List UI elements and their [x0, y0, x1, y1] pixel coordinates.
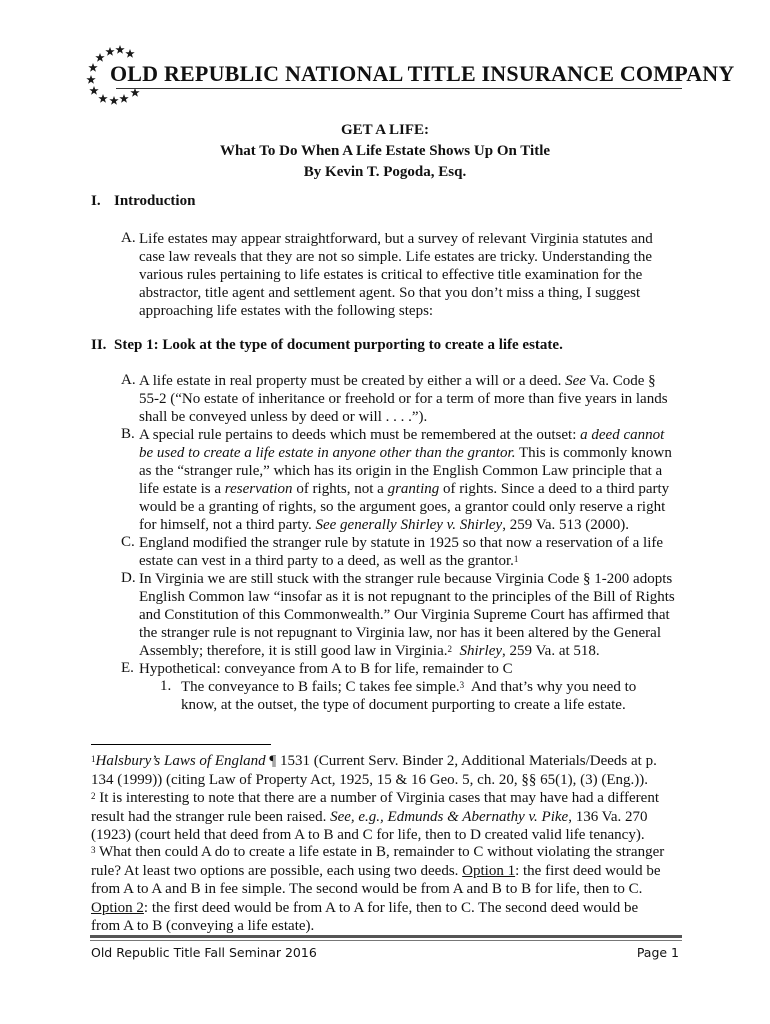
text-line: 134 (1999)) (citing Law of Property Act, 1925, 15 & 16 Geo. 5, ch. 20, §§ 65(1), (3) (Eng.)). — [91, 771, 648, 788]
text-line: various rules pertaining to life estates is critical to effective title examination for the — [139, 267, 643, 283]
text-run: ¶ 1531 (Current Serv. Binder 2, Additional Materials/Deeds at p. — [265, 753, 657, 769]
text-run: A special rule pertains to deeds which must be remembered at the outset: — [139, 427, 581, 443]
footnote-ref-3[interactable]: 3 — [459, 680, 465, 690]
footnote-number: 1 — [91, 754, 96, 764]
emphasis-run: be used to create a life estate in anyone other than the grantor. — [139, 445, 516, 461]
text-run: It is interesting to note that there are a number of Virginia cases that may have had a different — [95, 790, 659, 806]
text-run: A life estate in real property must be created by either a will or a deed. — [139, 373, 566, 389]
section-1-item-a-text — [139, 230, 653, 320]
section-2-item-a-text — [139, 372, 668, 426]
text-run: for himself, not a third party. — [139, 517, 316, 533]
text-line — [91, 752, 691, 771]
text-run: , 136 Va. 270 — [568, 808, 648, 825]
option-1-label: Option 1 — [462, 862, 516, 879]
text-line: the stranger rule is not repugnant to Virginia law, nor has it been altered by the General — [139, 625, 661, 641]
text-line — [139, 426, 672, 444]
text-run — [452, 643, 460, 659]
text-line — [181, 678, 636, 696]
footer-seminar-title: Old Republic Title Fall Seminar 2016 — [91, 945, 317, 960]
section-1-item-a-label: A. — [121, 230, 136, 246]
text-run: And that’s why you need to — [464, 679, 637, 695]
text-line: shall be conveyed unless by deed or will . . . .”). — [139, 409, 428, 425]
text-line: 55-2 (“No estate of inheritance or freehold or for a term of more than five years in lands — [139, 391, 668, 407]
title-author: By Kevin T. Pogoda, Esq. — [303, 164, 467, 180]
title-line-2: What To Do When A Life Estate Shows Up On Title — [219, 143, 551, 159]
section-2-item-c-text — [139, 534, 663, 570]
text-line: In Virginia we are still stuck with the stranger rule because Virginia Code § 1-200 adopts — [139, 571, 673, 587]
section-2-item-a-label: A. — [121, 372, 136, 388]
text-run: : the first deed would be from A to A for life, then to C. The second deed would be — [143, 899, 639, 916]
title-line-1: GET A LIFE: — [340, 122, 430, 138]
section-1-heading: Introduction — [114, 193, 196, 209]
text-line: from A to B (conveying a life estate). — [91, 918, 315, 934]
text-line: England modified the stranger rule by statute in 1925 so that now a reservation of a life — [139, 535, 664, 551]
text-run: , 259 Va. at 518. — [502, 643, 600, 659]
footnote-ref-1[interactable]: 1 — [513, 554, 519, 564]
text-run: rule? At least two options are possible, each using two deeds. — [91, 862, 463, 879]
text-run: result had the stranger rule been raised. — [91, 808, 331, 825]
section-2-item-e-sub-text — [181, 678, 636, 714]
page-number: Page 1 — [636, 945, 679, 960]
company-name: OLD REPUBLIC NATIONAL TITLE INSURANCE COMPANY — [110, 61, 735, 86]
text-line — [91, 843, 691, 862]
text-line: Hypothetical: conveyance from A to B for life, remainder to C — [139, 661, 513, 677]
header-divider — [116, 88, 682, 89]
case-citation: See generally Shirley v. Shirley — [315, 517, 503, 533]
text-run: life estate is a — [139, 481, 225, 497]
footer-divider-thin — [90, 940, 682, 941]
footnote-separator — [91, 744, 271, 745]
text-line — [139, 480, 672, 498]
footnote-ref-2[interactable]: 2 — [447, 644, 453, 654]
section-2-item-c-label: C. — [121, 534, 135, 550]
text-run: of rights. Since a deed to a third party — [439, 481, 670, 497]
text-line: Life estates may appear straightforward, but a survey of relevant Virginia statutes and — [139, 231, 653, 247]
text-line — [91, 862, 691, 881]
footnote-number: 3 — [91, 845, 96, 855]
section-2-item-e-sub-label: 1. — [160, 678, 172, 694]
section-2-item-e-label: E. — [121, 660, 134, 676]
section-2-item-b-label: B. — [121, 426, 135, 442]
emphasis-run: a deed cannot — [580, 427, 665, 443]
text-line: English Common law “insofar as it is not repugnant to the principles of the Bill of Rights — [139, 589, 675, 605]
case-citation: Shirley — [459, 643, 503, 659]
text-line: as the “stranger rule,” which has its origin in the English Common Law principle that a — [139, 463, 663, 479]
text-line: (1923) (court held that deed from A to B and C for life, then to D created valid life tenancy). — [91, 827, 645, 843]
text-run: Assembly; therefore, it is still good law in Virginia. — [139, 643, 448, 659]
section-2-item-d-label: D. — [121, 570, 136, 586]
text-line: from A to A and B in fee simple. The second would be from A and B to B for life, then to C. — [91, 881, 643, 897]
text-line: abstractor, title agent and settlement agent. So that you don’t miss a thing, I suggest — [139, 285, 641, 301]
text-line: case law reveals that they are not so simple. Life estates are tricky. Understanding the — [139, 249, 653, 265]
section-2-heading: Step 1: Look at the type of document purporting to create a life estate. — [114, 337, 563, 353]
text-run: of rights, not a — [292, 481, 388, 497]
text-line: and Constitution of this Commonwealth.” Our Virginia Supreme Court has affirmed that — [139, 607, 670, 623]
section-2-numeral: II. — [91, 337, 107, 353]
signal-see: See — [565, 373, 586, 389]
text-line: would be a granting of rights, so the argument goes, a grantor could only reserve a right — [139, 499, 666, 515]
text-run: The conveyance to B fails; C takes fee simple. — [181, 679, 460, 695]
document-title — [0, 120, 770, 183]
emphasis-run: reservation — [224, 481, 293, 497]
section-2-item-e-text — [139, 660, 513, 678]
text-line: approaching life estates with the following steps: — [139, 303, 434, 319]
text-line — [91, 808, 691, 827]
option-2-label: Option 2 — [91, 899, 144, 916]
text-line — [139, 444, 672, 462]
text-run: estate can vest in a third party to a deed, as well as the grantor. — [139, 553, 514, 569]
text-run: What then could A do to create a life estate in B, remainder to C without violating the stranger — [95, 844, 665, 860]
text-line — [91, 789, 691, 808]
text-run: This is commonly known — [515, 445, 672, 461]
text-line: know, at the outset, the type of document purporting to create a life estate. — [181, 697, 626, 713]
text-run: Va. Code § — [585, 373, 656, 389]
section-2-item-b-text — [139, 426, 672, 534]
text-line — [139, 372, 668, 390]
emphasis-run: granting — [387, 481, 440, 497]
text-run: , 259 Va. 513 (2000). — [502, 517, 630, 533]
book-title: Halsbury’s Laws of England — [95, 753, 266, 769]
text-line — [139, 516, 672, 534]
text-run: : the first deed would be — [515, 862, 661, 879]
section-1-numeral: I. — [91, 193, 101, 209]
footer-divider-thick — [90, 935, 682, 938]
case-citation: See, e.g., Edmunds & Abernathy v. Pike — [330, 808, 569, 825]
footnote-2 — [91, 789, 691, 845]
text-line — [91, 899, 691, 918]
footnote-number: 2 — [91, 791, 96, 801]
footnote-3 — [91, 843, 691, 936]
text-line — [139, 552, 663, 570]
section-2-item-d-text — [139, 570, 675, 660]
footnote-1 — [91, 752, 691, 789]
text-line — [139, 642, 675, 660]
